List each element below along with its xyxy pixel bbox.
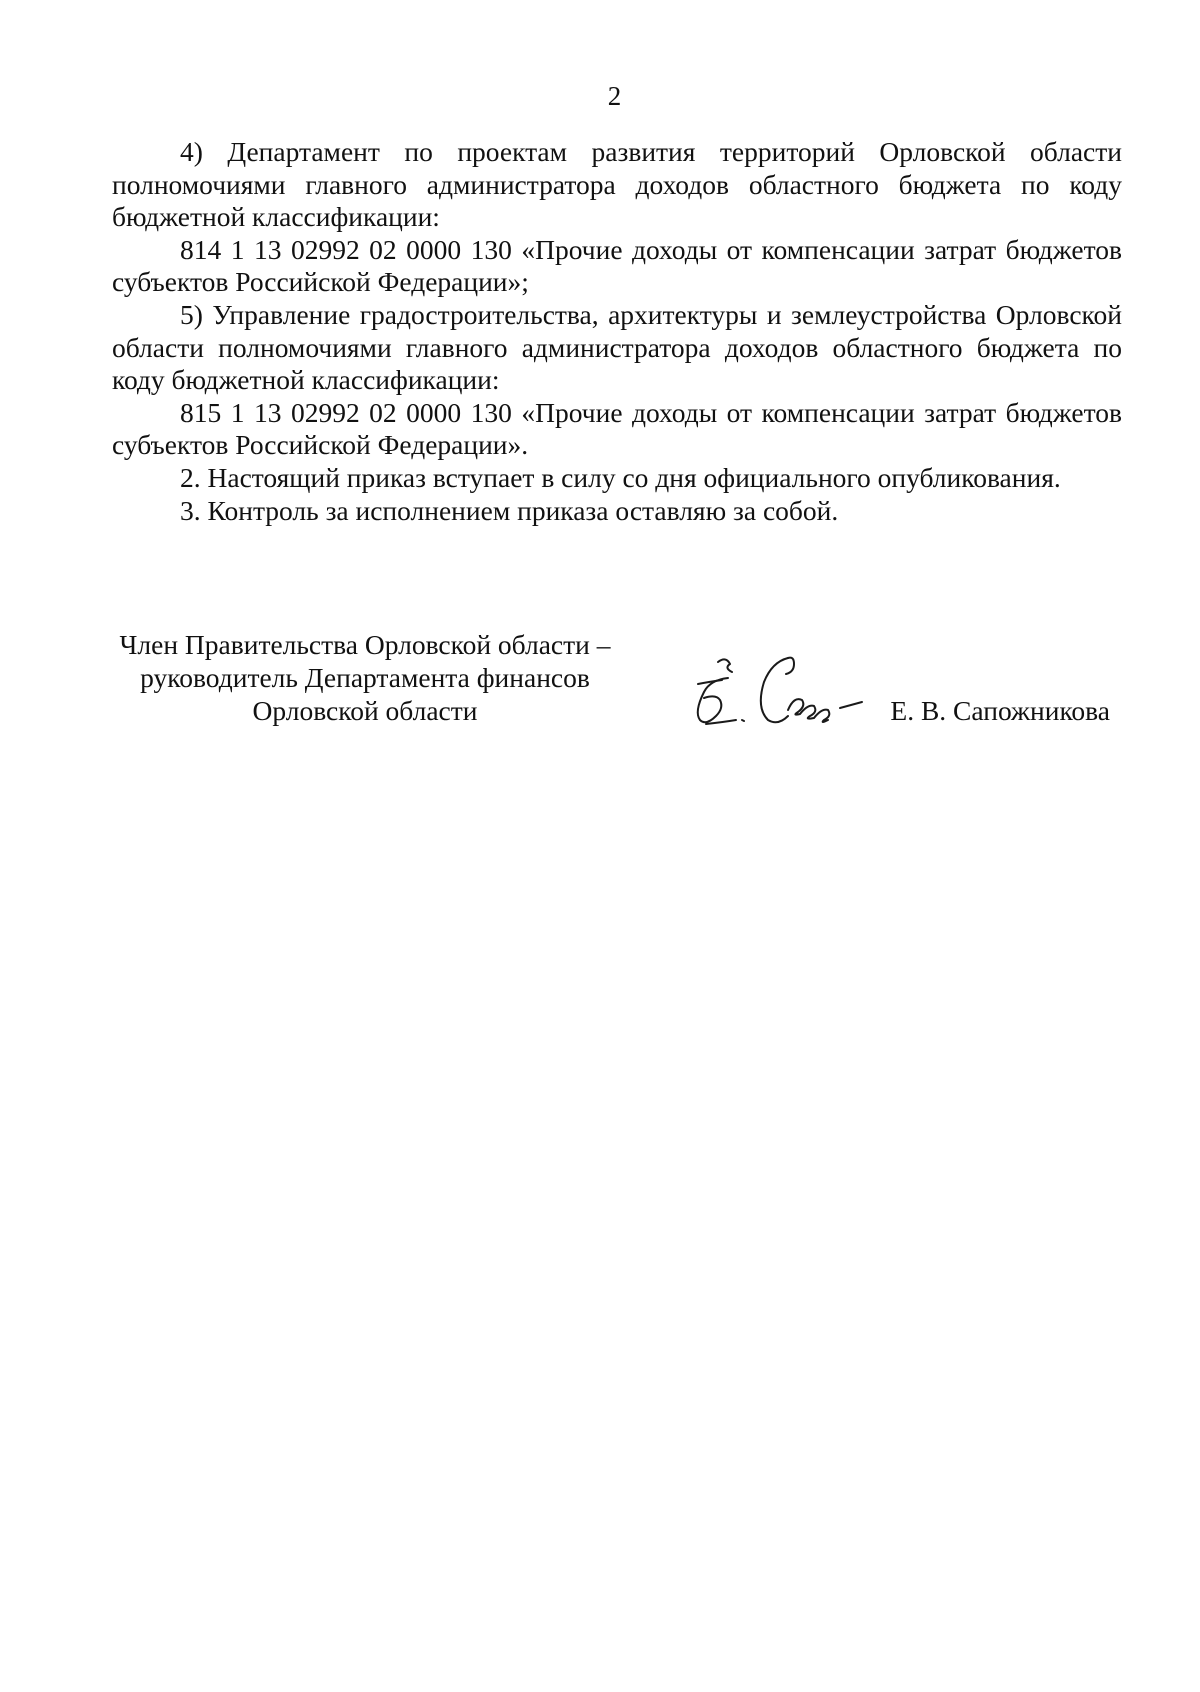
signatory-position xyxy=(110,628,620,727)
paragraph-clause-2: 2. Настоящий приказ вступает в силу со дня официального опубликования. xyxy=(180,461,1061,493)
signatory-position-line: руководитель Департамента финансов xyxy=(140,662,590,693)
handwritten-signature xyxy=(670,646,910,736)
budget-code-815: 815 1 13 02992 02 0000 130 «Прочие доходы от компенсации затрат бюджетов субъектов Российской Федерации». xyxy=(112,396,1122,461)
page-number: 2 xyxy=(607,81,622,111)
signature-block xyxy=(90,628,1130,738)
budget-code-814: 814 1 13 02992 02 0000 130 «Прочие доходы от компенсации затрат бюджетов субъектов Российской Федерации»; xyxy=(112,233,1122,298)
paragraph-item-5: 5) Управление градостроительства, архитектуры и землеустройства Орловской области полномочиями главного администратора доходов областного бюджета по коду бюджетной классификации: xyxy=(112,298,1122,396)
signatory-position-line: Орловской области xyxy=(252,695,478,726)
signatory-position-line: Член Правительства Орловской области – xyxy=(119,629,611,660)
document-body xyxy=(112,136,1122,527)
signatory-name: Е. В. Сапожникова xyxy=(890,695,1110,726)
paragraph-clause-3: 3. Контроль за исполнением приказа оставляю за собой. xyxy=(180,494,839,526)
paragraph-item-4: 4) Департамент по проектам развития территорий Орловской области полномочиями главного администратора доходов областного бюджета по коду бюджетной классификации: xyxy=(112,136,1122,233)
